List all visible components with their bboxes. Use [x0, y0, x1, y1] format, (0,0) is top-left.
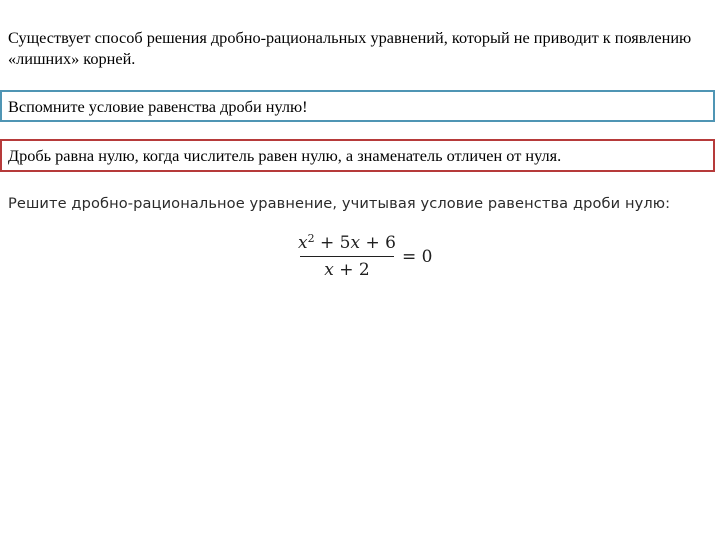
equation	[296, 232, 432, 281]
intro-paragraph: Существует способ решения дробно-рациональных уравнений, который не приводит к появлению «лишних» корней.	[8, 28, 692, 68]
numerator-exponent: 2	[307, 232, 315, 245]
numerator-variable-x2: x	[350, 233, 361, 253]
equation-right-side: = 0	[401, 246, 433, 267]
fraction	[296, 232, 398, 281]
answer-box	[0, 139, 715, 172]
numerator-variable-x: x	[298, 233, 308, 253]
fraction-bar	[300, 256, 394, 257]
hint-box	[0, 90, 715, 122]
denominator-constant-term: + 2	[333, 260, 370, 280]
fraction-numerator	[296, 232, 398, 254]
hint-text: Вспомните условие равенства дроби нулю!	[8, 96, 308, 116]
numerator-constant-term: + 6	[360, 233, 396, 253]
numerator-middle-term: + 5	[314, 233, 351, 253]
task-instruction: Решите дробно-рациональное уравнение, учитывая условие равенства дроби нулю:	[8, 195, 671, 212]
answer-text: Дробь равна нулю, когда числитель равен нулю, а знаменатель отличен от нуля.	[8, 146, 562, 165]
fraction-denominator	[322, 259, 371, 281]
denominator-variable-x: x	[324, 260, 334, 280]
